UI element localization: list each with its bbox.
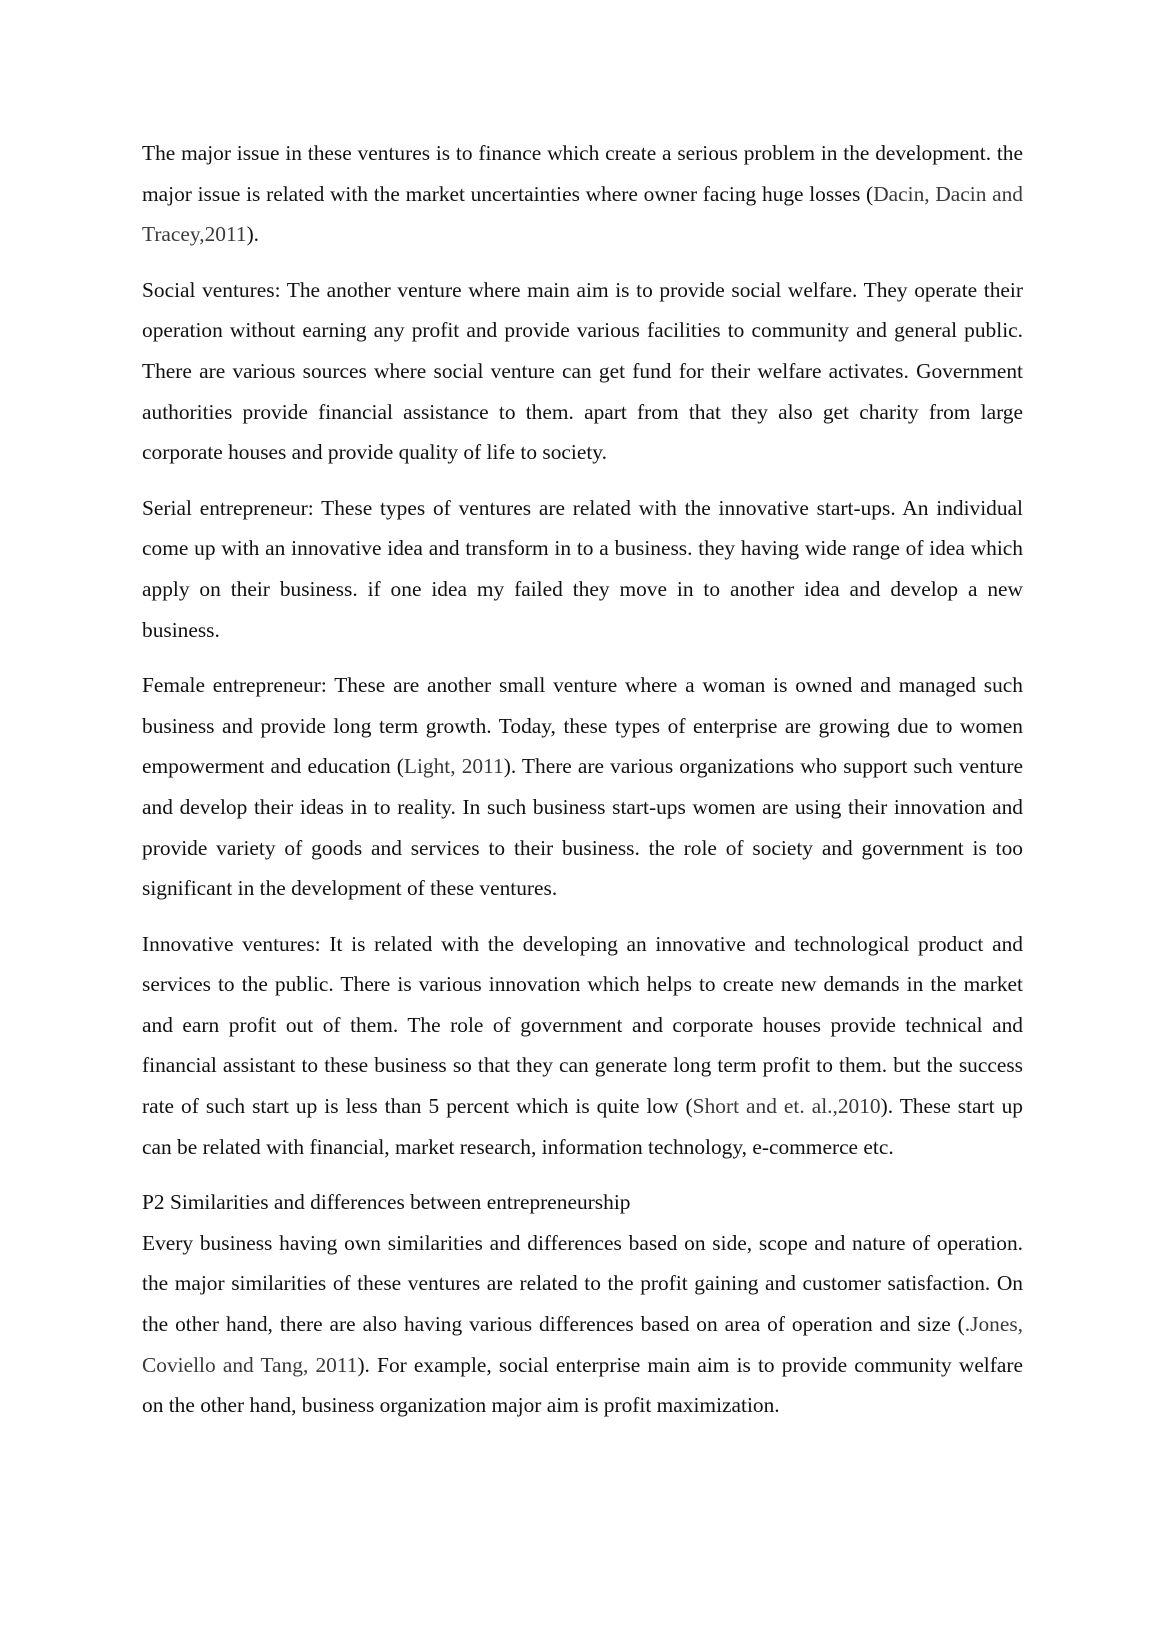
- paragraph-finance-issue: [142, 133, 1023, 255]
- document-page: [142, 133, 1023, 1441]
- paragraph-text: The major issue in these ventures is to finance which create a serious problem in the development. the major issue is related with the market uncertainties where owner facing huge losses (: [142, 141, 1023, 206]
- paragraph-text: ). There are various organizations who support such venture and develop their ideas in to reality. In such business start-ups women are using their innovation and provide variety of goods and services to their business. the role of society and government is too significant in the development of these ventures.: [142, 754, 1023, 901]
- paragraph-text: ).: [246, 222, 260, 247]
- paragraph-text: ). For example, social enterprise main aim is to provide community welfare on the other hand, business organization major aim is profit maximization.: [142, 1352, 1023, 1418]
- paragraph-text: Every business having own similarities and differences based on side, scope and nature of operation. the major similarities of these ventures are related to the profit gaining and customer satisfaction. On the other hand, there are also having various differences based on area of operation and size (: [142, 1230, 1023, 1337]
- section-heading: P2 Similarities and differences between entrepreneurship: [142, 1190, 631, 1215]
- paragraph-innovative-ventures: [142, 924, 1023, 1168]
- paragraph-similarities: [142, 1223, 1023, 1426]
- citation: Light, 2011: [403, 754, 504, 779]
- paragraph-social-ventures: Social ventures: The another venture where main aim is to provide social welfare. They operate their operation without earning any profit and provide various facilities to community and general public. There are various sources where social venture can get fund for their welfare activates. Government authorities provide financial assistance to them. apart from that they also get charity from large corporate houses and provide quality of life to society.: [142, 277, 1023, 465]
- paragraph-text: ). These start up can be related with financial, market research, information technology, e-commerce etc.: [142, 1094, 1024, 1159]
- paragraph-female-entrepreneur: [142, 665, 1023, 909]
- paragraph-text: Female entrepreneur: These are another small venture where a woman is owned and managed such business and provide long term growth. Today, these types of enterprise are growing due to women empowerment and education (: [142, 673, 1023, 779]
- citation: .Jones, Coviello and Tang, 2011: [142, 1312, 1023, 1377]
- citation: Dacin, Dacin and Tracey,2011: [142, 181, 1023, 247]
- citation: Short and et. al.,2010: [692, 1094, 881, 1119]
- paragraph-text: Innovative ventures: It is related with the developing an innovative and technological product and services to the public. There is various innovation which helps to create new demands in the market and earn profit out of them. The role of government and corporate houses provide technical and financial assistant to these business so that they can generate long term profit to them. but the success rate of such start up is less than 5 percent which is quite low (: [142, 931, 1023, 1119]
- paragraph-serial-entrepreneur: Serial entrepreneur: These types of ventures are related with the innovative start-ups. An individual come up with an innovative idea and transform in to a business. they having wide range of idea which apply on their business. if one idea my failed they move in to another idea and develop a new business.: [142, 495, 1023, 642]
